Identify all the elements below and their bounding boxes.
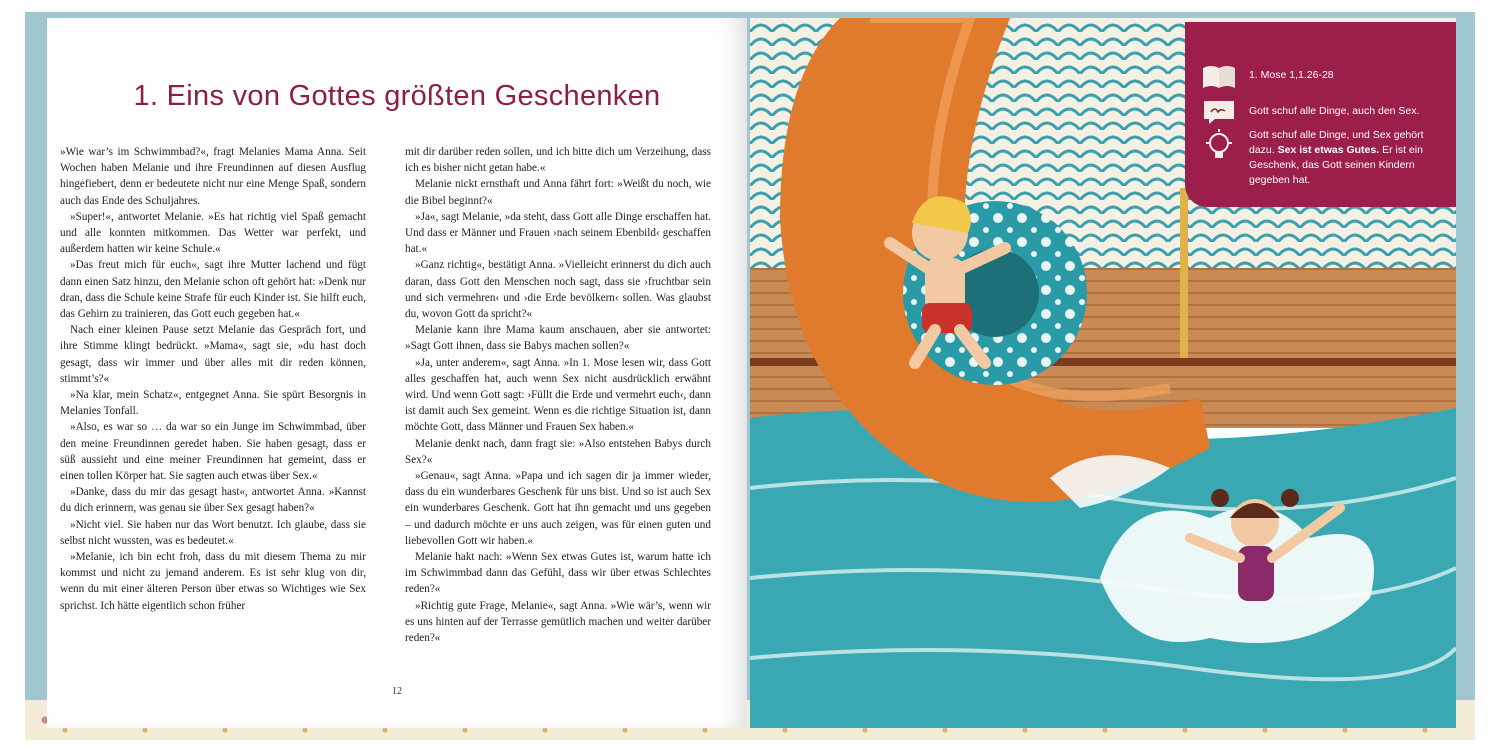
left-page <box>47 18 747 728</box>
insight-bold: Sex ist etwas Gutes. <box>1277 144 1380 156</box>
lightbulb-icon <box>1201 128 1237 164</box>
paragraph: »Wie war’s im Schwimmbad?«, fragt Melanies Mama Anna. Seit Wochen haben Melanie und ihre Freundinnen auf diesen Ausflug hingefiebert, denn er bedeutete nicht nur eine Menge Spaß, sondern auch das Ende des Schuljahres. <box>60 146 366 207</box>
text-column-1 <box>60 144 366 614</box>
paragraph: »Super!«, antwortet Melanie. »Es hat richtig viel Spaß gemacht und alle konnten mitkommen. Das Wetter war perfekt, und außerdem hatten wir keine Schule.« <box>60 210 366 256</box>
info-reference-row <box>1201 62 1439 90</box>
info-box <box>1185 22 1456 207</box>
paragraph: »Also, es war so … da war so ein Junge im Schwimmbad, über den meine Freundinnen geredet haben. Sie haben gesagt, dass er süß aussieht und eine meiner Freundinnen hat gemeint, dass er einen tollen Körper hat. Sie sagten auch etwas über Sex.« <box>60 421 366 483</box>
insight-rest: Er ist ein Geschenk, das Gott seinen Kindern gegeben hat. <box>1249 144 1423 186</box>
paragraph: »Danke, dass du mir das gesagt hast«, antwortet Anna. »Kannst du dich erinnern, was genau sie über Sex gesagt haben?« <box>60 486 366 515</box>
chapter-title: 1. Eins von Gottes größten Geschenken <box>133 80 661 112</box>
paragraph: Nach einer kleinen Pause setzt Melanie das Gespräch fort, und ihre Stimme klingt bedrückt. »Mama«, sagt sie, »du hast doch gesagt, dass wir immer und über alles mit dir reden können, stimmt’s?« <box>60 324 366 385</box>
info-insight <box>1249 128 1439 188</box>
info-insight-row <box>1201 128 1439 188</box>
paragraph: »Nicht viel. Sie haben nur das Wort benutzt. Ich glaube, dass sie selbst nicht wussten, was es bedeutet.« <box>60 518 366 547</box>
paragraph: Melanie nickt ernsthaft und Anna fährt fort: »Weißt du noch, wie die Bibel beginnt?« <box>405 178 711 207</box>
paragraph: Melanie denkt nach, dann fragt sie: »Also entstehen Babys durch Sex?« <box>405 437 711 466</box>
girl-swimsuit <box>1238 546 1274 601</box>
page-number: 12 <box>392 686 402 697</box>
paragraph: »Ganz richtig«, bestätigt Anna. »Vielleicht erinnerst du dich auch daran, dass Gott den Menschen noch sagt, dass sie ›fruchtbar sein und sich vermehren‹ und ›die Erde bevölkern‹ sollen. Was glaubst du, wovon Gott da spricht?« <box>405 259 711 321</box>
bible-reference: 1. Mose 1,1.26-28 <box>1249 69 1334 81</box>
book-icon <box>1201 62 1237 90</box>
paragraph: »Na klar, mein Schatz«, entgegnet Anna. Sie spürt Besorgnis in Melanies Tonfall. <box>60 389 366 418</box>
info-statement: Gott schuf alle Dinge, auch den Sex. <box>1249 105 1420 117</box>
info-statement-row <box>1201 98 1439 126</box>
paragraph: »Melanie, ich bin echt froh, dass du mit diesem Thema zu mir kommst und nicht zu jemand anderem. Es ist sehr klug von dir, wenn du mit einer älteren Person über etwas so Wichtiges wie Sex sprichst. Ich hätte eigentlich schon früher <box>60 551 366 612</box>
paragraph: »Ja«, sagt Melanie, »da steht, dass Gott alle Dinge erschaffen hat. Und dass er Männer und Frauen ›nach seinem Ebenbild‹ geschaffen hat.« <box>405 210 711 256</box>
speech-note-icon <box>1201 98 1237 126</box>
paragraph: mit dir darüber reden sollen, und ich bitte dich um Verzeihung, dass ich es bisher nicht getan habe.« <box>405 146 711 175</box>
paragraph: »Genau«, sagt Anna. »Papa und ich sagen dir ja immer wieder, dass du ein wunderbares Geschenk für uns bist. Und so ist auch Sex ein wunderbares Geschenk. Gott hat ihn gemacht und uns gegeben – und dadurch möchte er uns auch zeigen, was für einen guten und liebevollen Gott wir haben.« <box>405 470 711 547</box>
paragraph: »Ja, unter anderem«, sagt Anna. »In 1. Mose lesen wir, dass Gott alles geschaffen hat, auch wenn Sex nicht ausdrücklich erwähnt wird. Und wenn Gott sagt: ›Füllt die Erde und vermehrt euch‹, dann ist damit auch Sex gemeint. Wenn es die richtige Situation ist, dann möchte Gott, dass Männer und Frauen Sex haben.« <box>405 356 711 434</box>
paragraph: »Das freut mich für euch«, sagt ihre Mutter lachend und fügt dann einen Satz hinzu, den Melanie schon oft gehört hat: »Denk nur dran, dass die Schule keine Strafe für euch Kinder ist. Sie hilft euch, das Gehirn zu trainieren, das Gott euch gegeben hat.« <box>60 259 367 321</box>
paragraph: Melanie hakt nach: »Wenn Sex etwas Gutes ist, warum hatte ich im Schwimmbad dann das Gefühl, dass wir über etwas Schlechtes reden?« <box>405 551 711 596</box>
insight-lead: Gott schuf alle Dinge, und Sex gehört dazu. <box>1249 129 1424 156</box>
paragraph: »Richtig gute Frage, Melanie«, sagt Anna. »Wie wär’s, wenn wir es uns hinten auf der Terrasse gemütlich machen und weiter darüber reden?« <box>405 599 711 645</box>
text-column-2 <box>405 144 711 646</box>
paragraph: Melanie kann ihre Mama kaum anschauen, aber sie antwortet: »Sagt Gott ihnen, dass sie Babys machen sollen?« <box>405 324 711 353</box>
right-page <box>750 18 1456 728</box>
